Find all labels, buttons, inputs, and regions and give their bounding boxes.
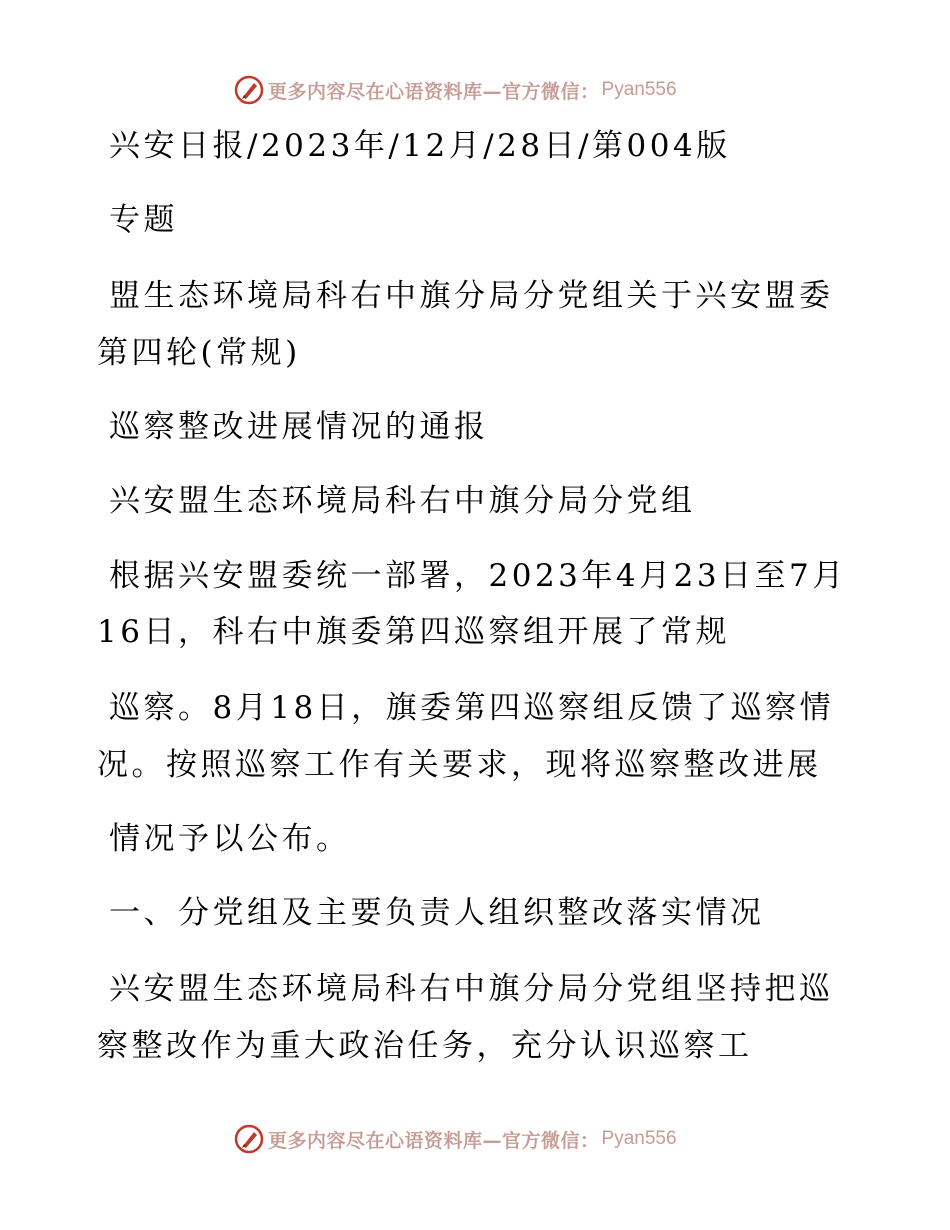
paragraph-4-line-1: 兴安盟生态环境局科右中旗分局分党组坚持把巡 <box>109 971 834 1007</box>
section-heading-1: 一、分党组及主要负责人组织整改落实情况 <box>109 895 765 931</box>
title-line-2: 第四轮(常规) <box>97 335 301 371</box>
watermark-wechat-id: Pyan556 <box>601 79 677 100</box>
newspaper-dateline: 兴安日报/2023年/12月/28日/第004版 <box>109 128 731 164</box>
paragraph-4-line-2: 察整改作为重大政治任务，充分认识巡察工 <box>97 1028 753 1064</box>
paragraph-3-line-1: 情况予以公布。 <box>109 821 351 857</box>
footer-watermark <box>234 1122 677 1156</box>
issuer-line: 兴安盟生态环境局科右中旗分局分党组 <box>109 483 696 519</box>
pen-logo-icon <box>234 75 264 105</box>
header-watermark <box>234 73 677 107</box>
watermark-wechat-id: Pyan556 <box>601 1128 677 1149</box>
paragraph-1-line-2: 16日，科右中旗委第四巡察组开展了常规 <box>97 614 730 650</box>
section-label: 专题 <box>109 202 178 238</box>
paragraph-2-line-1: 巡察。8月18日，旗委第四巡察组反馈了巡察情 <box>109 690 835 726</box>
title-line-3: 巡察整改进展情况的通报 <box>109 409 489 445</box>
title-line-1: 盟生态环境局科右中旗分局分党组关于兴安盟委 <box>109 278 834 314</box>
paragraph-1-line-1: 根据兴安盟委统一部署，2023年4月23日至7月 <box>109 558 847 594</box>
pen-logo-icon <box>234 1124 264 1154</box>
paragraph-2-line-2: 况。按照巡察工作有关要求，现将巡察整改进展 <box>97 747 822 783</box>
watermark-text: 更多内容尽在心语资料库—官方微信： <box>268 80 600 103</box>
watermark-text: 更多内容尽在心语资料库—官方微信： <box>268 1129 600 1152</box>
